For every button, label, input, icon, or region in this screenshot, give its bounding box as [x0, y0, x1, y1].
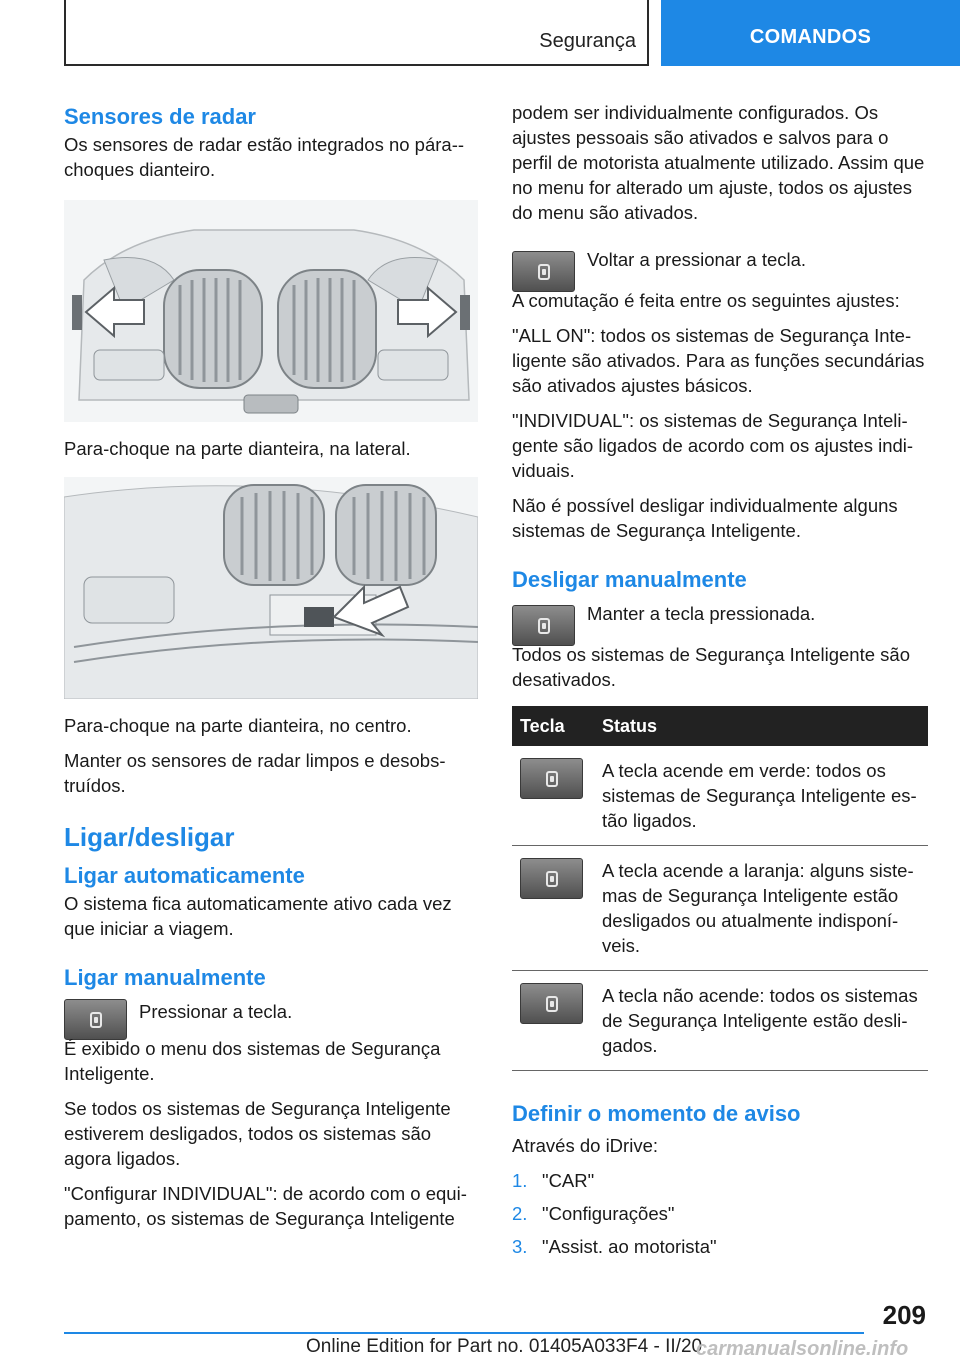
- manual-press-text: Pressionar a tecla.: [139, 1001, 293, 1022]
- list-item: [512, 1201, 928, 1226]
- safety-key-icon: [64, 999, 127, 1040]
- driver-assist-icon: [538, 618, 550, 634]
- manual-menu-text: É exibido o menu dos sistemas de Segurança Inteligente.: [64, 1038, 441, 1084]
- driver-assist-icon: [546, 996, 558, 1012]
- watermark: carmanualsonline.info: [696, 1338, 909, 1360]
- status-cell: A tecla não acende: todos os sistemas de Segurança Inteligente estão desligados.: [594, 971, 928, 1071]
- footer-edition: Online Edition for Part no. 01405A033F4 - II/20: [306, 1336, 703, 1357]
- driver-assist-icon: [90, 1012, 102, 1028]
- not-possible-text: Não é possível desligar individualmente alguns sistemas de Segurança Inteligente.: [512, 495, 898, 541]
- table-row: [512, 846, 928, 971]
- press-again-row: [512, 247, 928, 292]
- bumper-center-illustration: [64, 477, 478, 699]
- manual-key-row: [64, 999, 478, 1040]
- driver-assist-icon: [538, 264, 550, 280]
- col-key-header: Tecla: [512, 706, 594, 746]
- col-status-header: Status: [594, 706, 928, 746]
- safety-key-green-icon: [520, 758, 583, 799]
- idrive-text: Através do iDrive:: [512, 1135, 658, 1156]
- step-number: 1.: [512, 1170, 528, 1191]
- header-left-rule: [64, 0, 66, 66]
- keep-clean-text: Manter os sensores de radar limpos e desobstruídos.: [64, 750, 446, 796]
- table-row: [512, 971, 928, 1071]
- auto-heading: Ligar automaticamente: [64, 863, 305, 888]
- list-item: [512, 1168, 928, 1193]
- step-number: 3.: [512, 1236, 528, 1257]
- hold-key-row: [512, 601, 928, 646]
- fig2-caption: Para-choque na parte dianteira, no centro.: [64, 715, 412, 736]
- status-cell: A tecla acende em verde: todos os sistemas de Segurança Inteligente estão ligados.: [594, 746, 928, 846]
- manual-heading: Ligar manualmente: [64, 965, 266, 990]
- car-front-side-drawing: [64, 200, 478, 422]
- chapter-label: COMANDOS: [749, 25, 872, 48]
- desligar-heading: Desligar manualmente: [512, 567, 747, 592]
- ligar-desligar-heading: Ligar/desligar: [64, 822, 235, 852]
- switch-text: A comutação é feita entre os seguintes ajustes:: [512, 290, 900, 311]
- step-text: "CAR": [542, 1170, 595, 1191]
- safety-key-icon: [512, 251, 575, 292]
- table-header-row: [512, 706, 928, 746]
- list-item: [512, 1234, 928, 1259]
- driver-assist-icon: [546, 871, 558, 887]
- sensor-text: Os sensores de radar estão integrados no pára‑-choques dianteiro.: [64, 134, 465, 180]
- bumper-side-illustration: [64, 200, 478, 422]
- key-status-table: [512, 706, 928, 1071]
- left-column: [64, 100, 478, 1241]
- manual-all-off-text: Se todos os sistemas de Segurança Inteligente estiverem desligados, todos os sistemas são agora ligados.: [64, 1098, 451, 1169]
- all-deactivated-text: Todos os sistemas de Segurança Inteligente são desativados.: [512, 644, 910, 690]
- sensor-heading: Sensores de radar: [64, 104, 256, 129]
- fig1-caption: Para-choque na parte dianteira, na lateral.: [64, 438, 411, 459]
- driver-assist-icon: [546, 771, 558, 787]
- safety-key-orange-icon: [520, 858, 583, 899]
- header-section-title: Segurança: [539, 30, 636, 52]
- step-text: "Configurações": [542, 1203, 675, 1224]
- steps-list: [512, 1168, 928, 1259]
- footer-rule: [64, 1332, 864, 1334]
- continued-text: podem ser individualmente configurados. Os ajustes pessoais são ativados e salvos para o perfil de motorista atualmente utilizado. Assim que no menu for alterado um ajuste, todos os ajustes do menu são ativados.: [512, 102, 925, 223]
- all-on-text: "ALL ON": todos os sistemas de Segurança Inteligente são ativados. Para as funções secundárias são ativados ajustes básicos.: [512, 325, 925, 396]
- page-number: 209: [882, 1300, 926, 1330]
- step-text: "Assist. ao motorista": [542, 1236, 717, 1257]
- press-again-text: Voltar a pressionar a tecla.: [587, 249, 807, 270]
- car-front-center-drawing: [64, 477, 478, 699]
- right-column: [512, 100, 928, 1267]
- aviso-heading: Definir o momento de aviso: [512, 1101, 801, 1126]
- header-divider: [647, 0, 649, 66]
- auto-text: O sistema fica automaticamente ativo cada vez que iniciar a viagem.: [64, 893, 452, 939]
- manual-individual-text: "Configurar INDIVIDUAL": de acordo com o equipamento, os sistemas de Segurança Inteligente: [64, 1183, 467, 1229]
- header-rule: [64, 64, 648, 66]
- table-row: [512, 746, 928, 846]
- safety-key-off-icon: [520, 983, 583, 1024]
- step-number: 2.: [512, 1203, 528, 1224]
- individual-text: "INDIVIDUAL": os sistemas de Segurança Inteligente são ligados de acordo com os ajustes individuais.: [512, 410, 914, 481]
- safety-key-icon: [512, 605, 575, 646]
- header-chapter-tab: [661, 0, 960, 66]
- status-cell: A tecla acende a laranja: alguns sistemas de Segurança Inteligente estão desligados ou atualmente indisponíveis.: [594, 846, 928, 971]
- hold-key-text: Manter a tecla pressionada.: [587, 603, 816, 624]
